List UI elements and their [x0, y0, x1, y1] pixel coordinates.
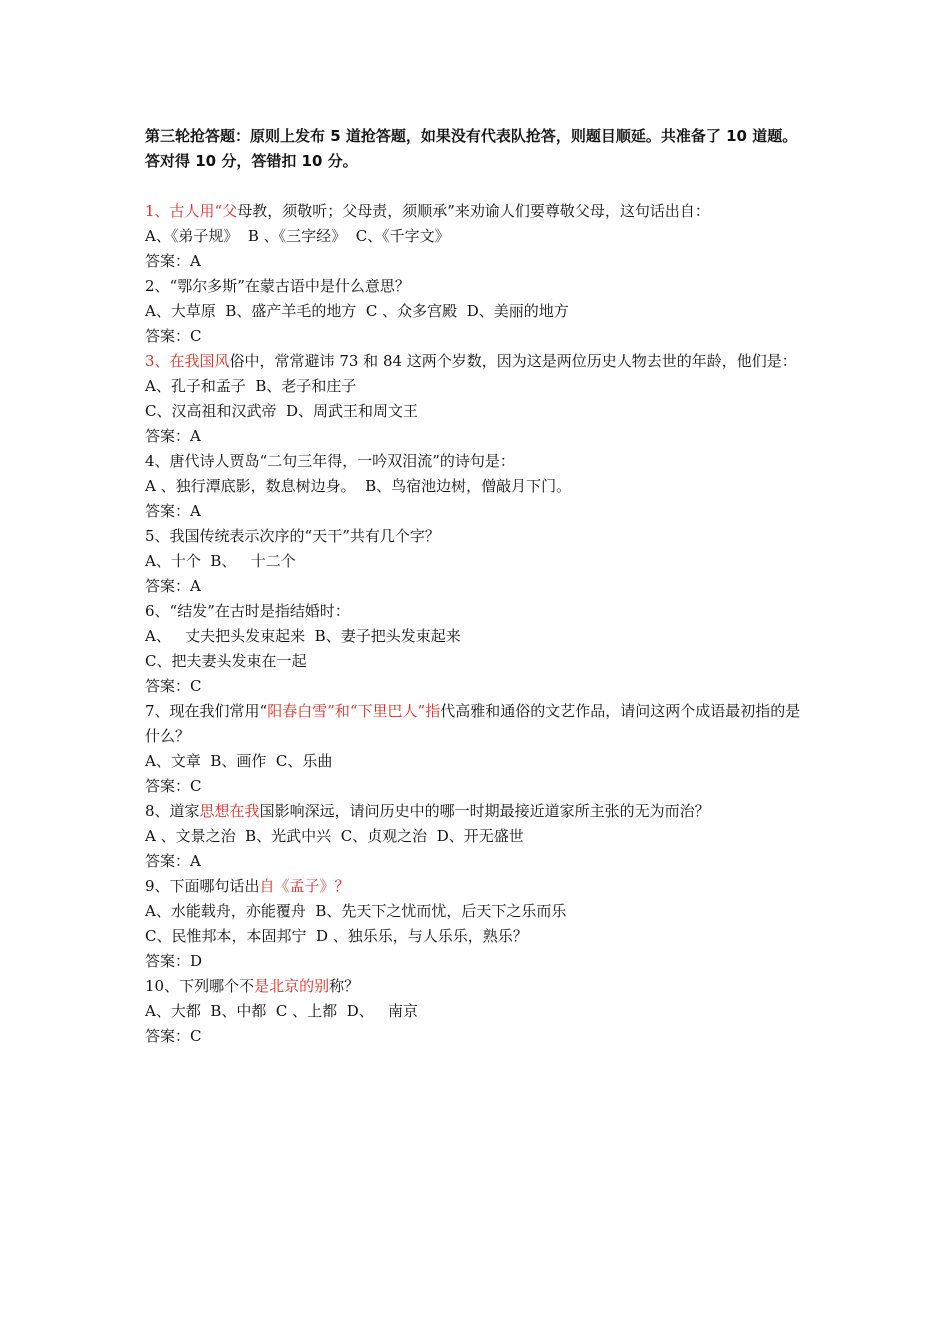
- question-text: [145, 974, 815, 999]
- answer-options: A、大草原 B、盛产羊毛的地方 C 、众多宫殿 D、美丽的地方: [145, 302, 569, 320]
- question-text-part: 2、“鄂尔多斯”在蒙古语中是什么意思？: [145, 277, 410, 295]
- question-item: [145, 524, 815, 599]
- answer-options: A、孔子和孟子 B、老子和庄子: [145, 377, 357, 395]
- answer-options: A、文章 B、画作 C、乐曲: [145, 752, 333, 770]
- answer-key: 答案：A: [145, 427, 201, 445]
- answer-options: A、水能载舟，亦能覆舟 B、先天下之忧而忧，后天下之乐而乐: [145, 902, 567, 920]
- question-item: [145, 874, 815, 974]
- intro-block: [145, 124, 815, 174]
- answer-options: A 、文景之治 B、光武中兴 C、贞观之治 D、开无盛世: [145, 827, 524, 845]
- blank-line: [145, 174, 815, 199]
- highlighted-text: 阳春白雪”和“下里巴人”指: [267, 702, 441, 720]
- question-item: [145, 349, 815, 449]
- question-text-part: 8、道家: [145, 802, 200, 820]
- question-text-part: 7、现在我们常用“: [145, 702, 268, 720]
- answer-options: A、十个 B、 十二个: [145, 552, 296, 570]
- question-text: [145, 799, 815, 824]
- intro-scoring: 答对得 10 分，答错扣 10 分。: [145, 152, 358, 170]
- answer-options: C、汉高祖和汉武帝 D、周武王和周文王: [145, 402, 419, 420]
- question-text-part: 6、“结发”在古时是指结婚时：: [145, 602, 350, 620]
- answer-key: 答案：C: [145, 327, 202, 345]
- answer-key: 答案：A: [145, 252, 201, 270]
- answer-options: A、 丈夫把头发束起来 B、妻子把头发束起来: [145, 627, 461, 645]
- highlighted-text: 思想在我: [199, 802, 260, 820]
- question-text-part: 母教，须敬听；父母责，须顺承”来劝谕人们要尊敬父母，这句话出自：: [237, 202, 710, 220]
- question-text: [145, 524, 815, 549]
- answer-options: C、把夫妻头发束在一起: [145, 652, 307, 670]
- question-text: [145, 349, 815, 374]
- question-text-part: 称？: [329, 977, 360, 995]
- question-text-part: 5、我国传统表示次序的“天干”共有几个字？: [145, 527, 440, 545]
- answer-options: A、大都 B、中都 C 、上都 D、 南京: [145, 1002, 419, 1020]
- question-item: [145, 274, 815, 349]
- question-text: [145, 874, 815, 899]
- answer-key: 答案：C: [145, 777, 202, 795]
- answer-key: 答案：A: [145, 577, 201, 595]
- question-item: [145, 699, 815, 799]
- question-item: [145, 599, 815, 699]
- answer-options: A 、独行潭底影，数息树边身。 B、鸟宿池边树，僧敲月下门。: [145, 477, 572, 495]
- question-item: [145, 799, 815, 874]
- question-text: [145, 274, 815, 299]
- question-text: [145, 699, 815, 749]
- answer-key: 答案：A: [145, 502, 201, 520]
- question-text: [145, 599, 815, 624]
- answer-key: 答案：D: [145, 952, 203, 970]
- question-item: [145, 974, 815, 1049]
- answer-options: A、《弟子规》 B 、《三字经》 C、《千字文》: [145, 227, 450, 245]
- highlighted-text: 1、古人用“父: [145, 202, 238, 220]
- highlighted-text: 自《孟子》？: [259, 877, 350, 895]
- document-page: [145, 124, 815, 1049]
- answer-key: 答案：C: [145, 1027, 202, 1045]
- question-text-part: 俗中，常常避讳 73 和 84 这两个岁数，因为这是两位历史人物去世的年龄，他们是：: [229, 352, 797, 370]
- answer-key: 答案：C: [145, 677, 202, 695]
- question-list: [145, 199, 815, 1049]
- highlighted-text: 是北京的别: [254, 977, 330, 995]
- answer-key: 答案：A: [145, 852, 201, 870]
- question-text-part: 国影响深远，请问历史中的哪一时期最接近道家所主张的无为而治？: [259, 802, 710, 820]
- question-text: [145, 199, 815, 224]
- answer-options: C、民惟邦本，本固邦宁 D 、独乐乐，与人乐乐，熟乐？: [145, 927, 528, 945]
- question-text: [145, 449, 815, 474]
- question-item: [145, 199, 815, 274]
- question-text-part: 代高雅和通俗的文艺作品，请问这两个成语最初指的是什么？: [145, 702, 801, 745]
- question-text-part: 9、下面哪句话出: [145, 877, 260, 895]
- intro-rules: 第三轮抢答题：原则上发布 5 道抢答题，如果没有代表队抢答，则题目顺延。共准备了 10 道题。: [145, 127, 798, 145]
- question-item: [145, 449, 815, 524]
- question-text-part: 10、下列哪个不: [145, 977, 255, 995]
- highlighted-text: 3、在我国风: [145, 352, 230, 370]
- question-text-part: 4、唐代诗人贾岛“二句三年得，一吟双泪流”的诗句是：: [145, 452, 515, 470]
